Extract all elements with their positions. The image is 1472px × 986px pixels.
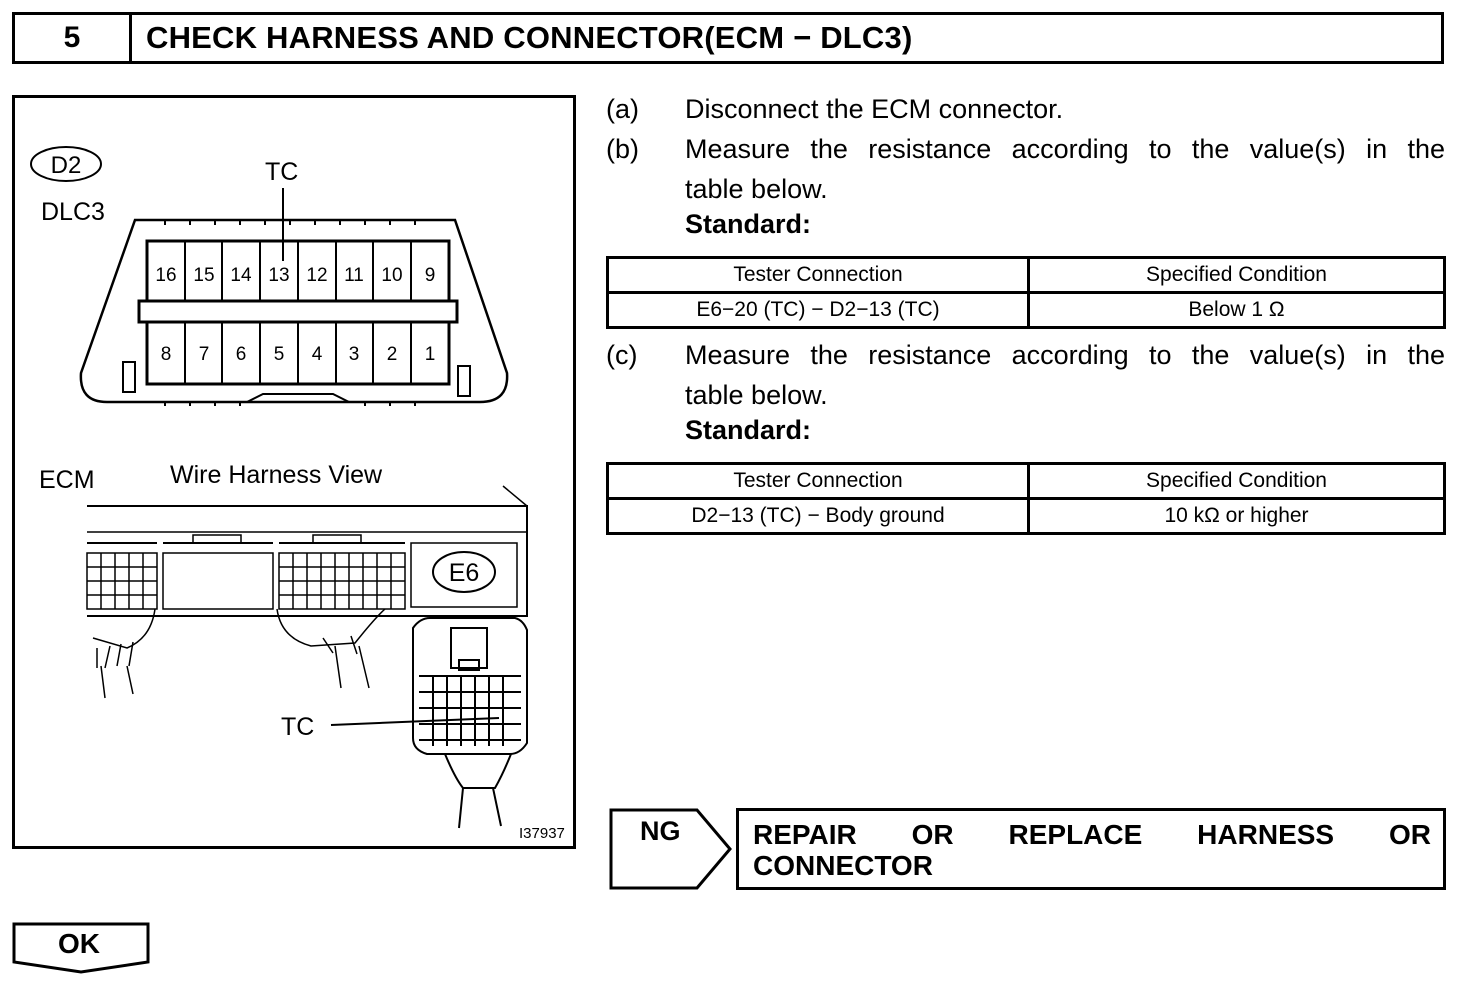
connector-diagram bbox=[15, 98, 573, 846]
table-header-row bbox=[608, 258, 1445, 293]
dlc-pin: 15 bbox=[193, 265, 215, 286]
dlc-code-text: D2 bbox=[50, 152, 82, 179]
dlc-pin: 4 bbox=[311, 344, 323, 365]
dlc-pin: 6 bbox=[235, 344, 247, 365]
standard-label: Standard: bbox=[685, 209, 812, 239]
table-row bbox=[608, 499, 1445, 534]
step-title: CHECK HARNESS AND CONNECTOR(ECM − DLC3) bbox=[146, 20, 913, 55]
ng-action-line: CONNECTOR bbox=[753, 850, 933, 881]
ng-action-line: REPAIR OR REPLACE HARNESS OR bbox=[753, 819, 1431, 850]
instruction-text: table below. bbox=[685, 174, 828, 204]
table-header-cell: Tester Connection bbox=[608, 258, 1029, 293]
dlc-pin: 16 bbox=[155, 265, 177, 286]
tc-top-label: TC bbox=[265, 158, 299, 186]
table-cell: D2−13 (TC) − Body ground bbox=[608, 499, 1029, 534]
ng-action-box bbox=[736, 808, 1446, 890]
table-header-cell: Specified Condition bbox=[1029, 258, 1445, 293]
dlc-pin: 3 bbox=[348, 344, 360, 365]
table-header-row bbox=[608, 464, 1445, 499]
step-header bbox=[12, 12, 1444, 64]
table-header-cell: Specified Condition bbox=[1029, 464, 1445, 499]
table-row bbox=[608, 293, 1445, 328]
wire-harness-view-label: Wire Harness View bbox=[170, 461, 383, 489]
ng-label: NG bbox=[640, 816, 681, 846]
figure-id: I37937 bbox=[519, 825, 565, 842]
dlc-pin: 2 bbox=[386, 344, 398, 365]
dlc-pin: 1 bbox=[424, 344, 436, 365]
standard-label: Standard: bbox=[685, 415, 812, 445]
step-number: 5 bbox=[15, 15, 132, 61]
connector-illustration bbox=[12, 95, 576, 849]
instruction-marker: (a) bbox=[606, 94, 639, 124]
ecm-label: ECM bbox=[39, 466, 95, 494]
ecm-code-text: E6 bbox=[448, 559, 480, 587]
instruction-text: table below. bbox=[685, 380, 828, 410]
table-cell: 10 kΩ or higher bbox=[1029, 499, 1445, 534]
table-header-cell: Tester Connection bbox=[608, 464, 1029, 499]
dlc-pin: 9 bbox=[424, 265, 436, 286]
ok-label: OK bbox=[58, 928, 100, 959]
table-cell: E6−20 (TC) − D2−13 (TC) bbox=[608, 293, 1029, 328]
spec-table-2 bbox=[606, 462, 1446, 535]
dlc-pin: 7 bbox=[198, 344, 210, 365]
dlc-pin: 14 bbox=[230, 265, 252, 286]
dlc-pin: 11 bbox=[344, 265, 364, 286]
instruction-marker: (c) bbox=[606, 340, 638, 370]
table-cell: Below 1 Ω bbox=[1029, 293, 1445, 328]
dlc-pin: 8 bbox=[160, 344, 172, 365]
tc-bottom-label: TC bbox=[281, 713, 315, 741]
dlc-pin: 13 bbox=[268, 265, 290, 286]
dlc-pin: 5 bbox=[273, 344, 285, 365]
instruction-text: Measure the resistance according to the value(s) in the bbox=[685, 134, 1445, 164]
spec-table-1 bbox=[606, 256, 1446, 329]
dlc-pin: 12 bbox=[306, 265, 328, 286]
dlc-name-text: DLC3 bbox=[41, 198, 105, 226]
instruction-text: Disconnect the ECM connector. bbox=[685, 94, 1064, 124]
dlc-pin: 10 bbox=[381, 265, 403, 286]
instruction-text: Measure the resistance according to the value(s) in the bbox=[685, 340, 1445, 370]
instruction-marker: (b) bbox=[606, 134, 639, 164]
